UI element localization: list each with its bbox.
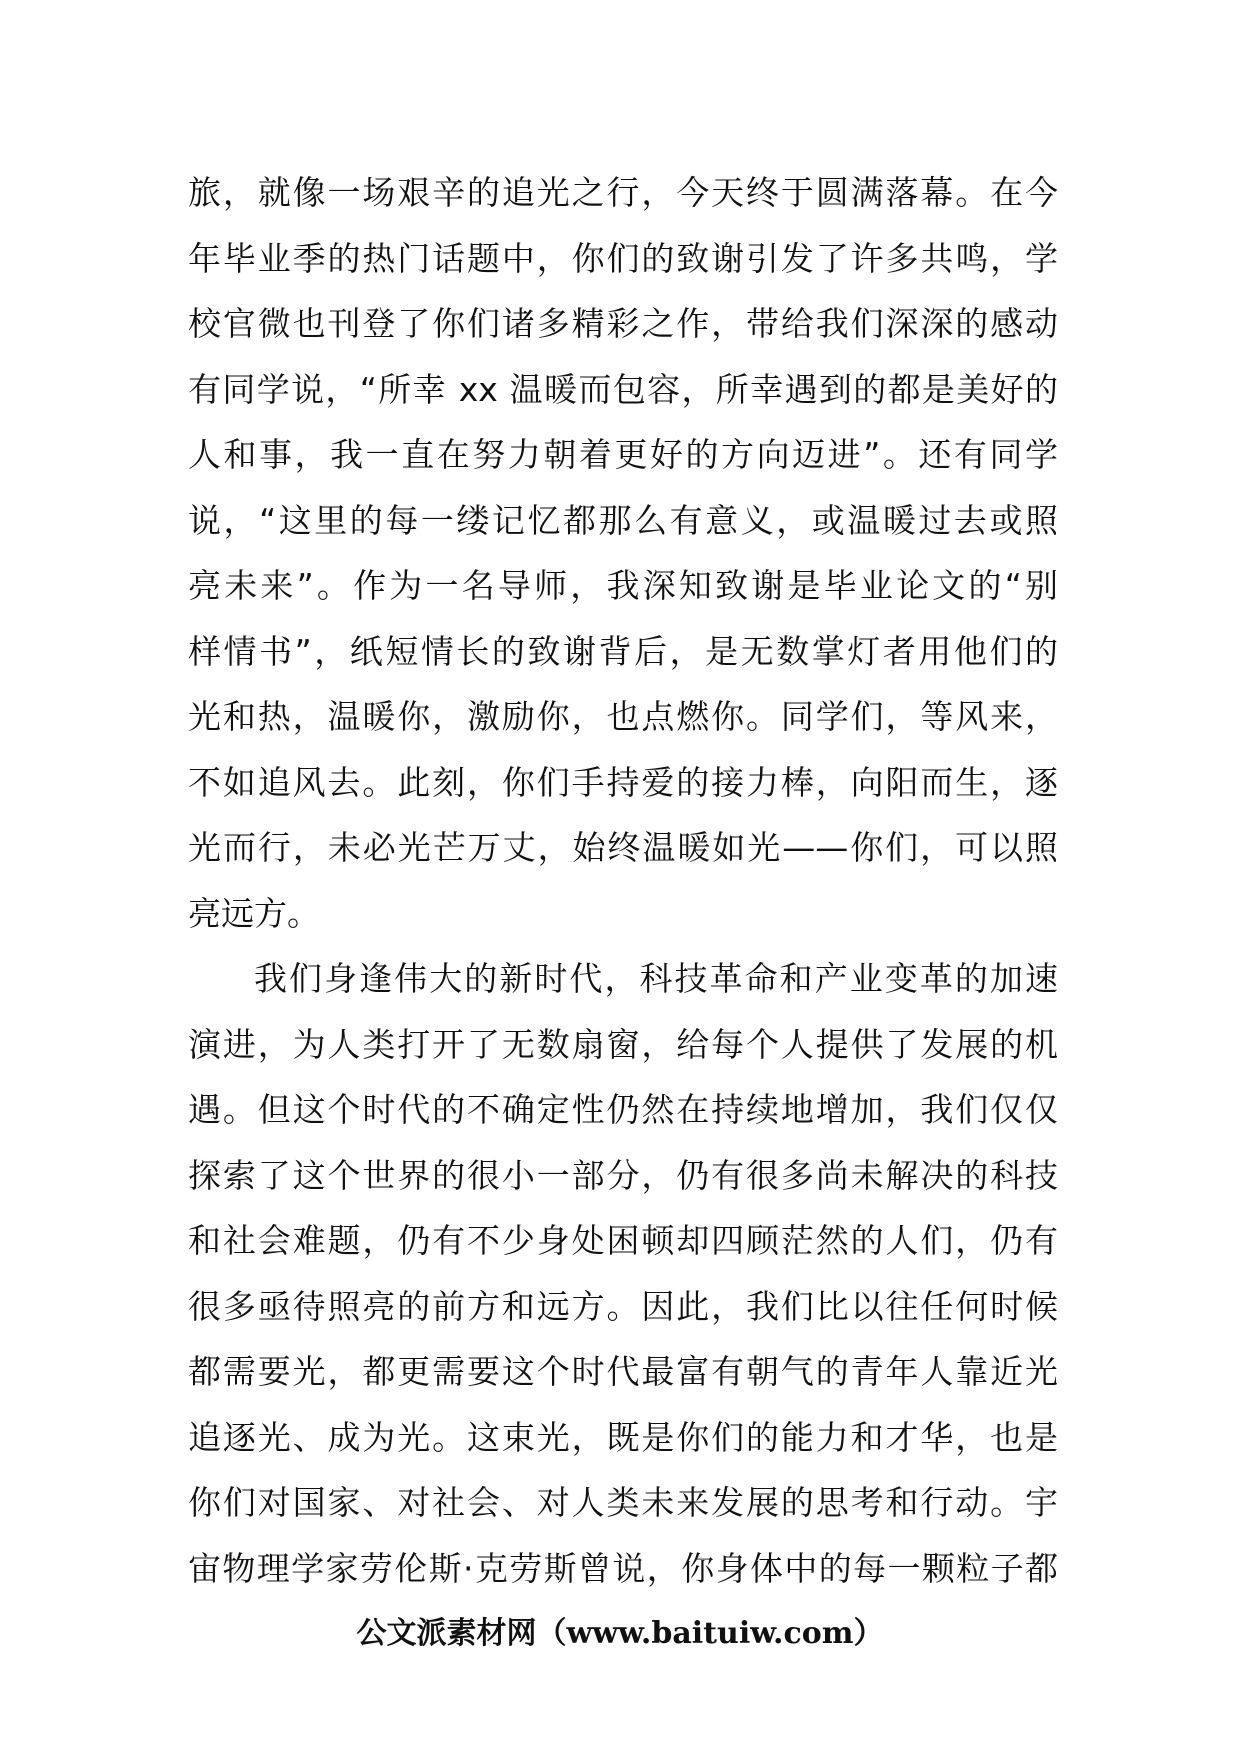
text-line: 有同学说，“所幸 xx 温暖而包容，所幸遇到的都是美好的 xyxy=(188,369,1058,409)
text-line: 光和热，温暖你，激励你，也点燃你。同学们，等风来， xyxy=(188,697,1058,736)
text-line: 样情书”，纸短情长的致谢背后，是无数掌灯者用他们的 xyxy=(188,631,1058,671)
text-line: 探索了这个世界的很小一部分，仍有很多尚未解决的科技 xyxy=(188,1155,1058,1195)
text-line: 很多亟待照亮的前方和远方。因此，我们比以往任何时候 xyxy=(188,1286,1058,1326)
text-line: 你们对国家、对社会、对人类未来发展的思考和行动。宇 xyxy=(188,1483,1058,1522)
text-line: 演进，为人类打开了无数扇窗，给每个人提供了发展的机 xyxy=(188,1024,1058,1064)
text-line: 说，“这里的每一缕记忆都那么有意义，或温暖过去或照 xyxy=(188,500,1058,540)
text-line: 校官微也刊登了你们诸多精彩之作，带给我们深深的感动 xyxy=(188,304,1058,343)
text-line: 旅，就像一场艰辛的追光之行，今天终于圆满落幕。在今 xyxy=(188,173,1058,212)
text-line: 亮远方。 xyxy=(188,893,320,933)
text-line: 光而行，未必光芒万丈，始终温暖如光——你们，可以照 xyxy=(188,828,1058,867)
text-line: 都需要光，都更需要这个时代最富有朝气的青年人靠近光 xyxy=(188,1352,1058,1391)
text-line: 我们身逢伟大的新时代，科技革命和产业变革的加速 xyxy=(254,959,1058,998)
text-line: 亮未来”。作为一名导师，我深知致谢是毕业论文的“别 xyxy=(188,566,1058,605)
text-line: 人和事，我一直在努力朝着更好的方向迈进”。还有同学 xyxy=(188,435,1058,474)
text-line: 遇。但这个时代的不确定性仍然在持续地增加，我们仅仅 xyxy=(188,1090,1058,1129)
text-line: 年毕业季的热门话题中，你们的致谢引发了许多共鸣，学 xyxy=(188,238,1058,278)
text-line: 和社会难题，仍有不少身处困顿却四顾茫然的人们，仍有 xyxy=(188,1221,1058,1260)
text-line: 不如追风去。此刻，你们手持爱的接力棒，向阳而生，逐 xyxy=(188,762,1058,802)
footer-watermark: 公文派素材网（www.baituiw.com） xyxy=(356,1616,884,1651)
text-line: 宙物理学家劳伦斯·克劳斯曾说，你身体中的每一颗粒子都 xyxy=(188,1548,1058,1588)
text-line: 追逐光、成为光。这束光，既是你们的能力和才华，也是 xyxy=(188,1417,1058,1457)
document-body xyxy=(188,160,1058,1601)
